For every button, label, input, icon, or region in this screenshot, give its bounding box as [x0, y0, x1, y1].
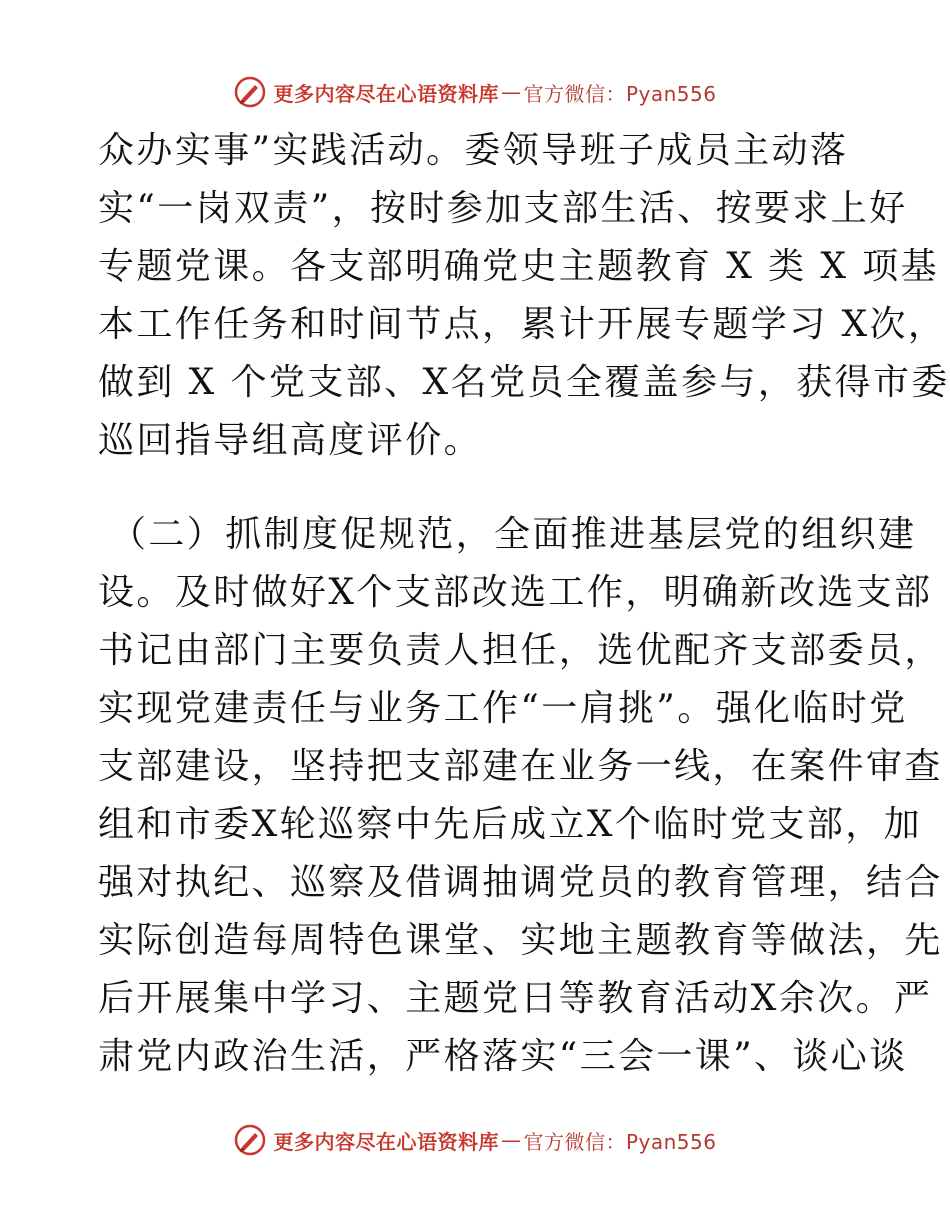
paragraph-2 — [98, 506, 943, 1086]
paragraph-1 — [98, 122, 950, 470]
watermark-dash: — — [500, 80, 522, 104]
text-line: 肃党内政治生活，严格落实“三会一课”、谈心谈 — [98, 1036, 908, 1077]
text-line: 支部建设，坚持把支部建在业务一线，在案件审查 — [98, 746, 943, 787]
watermark-text: 更多内容尽在心语资料库 — [273, 81, 499, 106]
text-line: 后开展集中学习、主题党日等教育活动X余次。严 — [98, 978, 933, 1019]
text-line: 本工作任务和时间节点，累计开展专题学习 X次， — [98, 304, 947, 345]
pen-circle-logo-icon — [233, 1123, 267, 1157]
header-watermark — [0, 72, 950, 112]
watermark-contact: 官方微信：Pyan556 — [523, 1129, 717, 1154]
text-line: 巡回指导组高度评价。 — [98, 420, 483, 461]
text-line: 设。及时做好X个支部改选工作，明确新改选支部 — [98, 572, 933, 613]
text-line: 实“一岗双责”，按时参加支部生活、按要求上好 — [98, 188, 908, 229]
pen-circle-logo-icon — [233, 75, 267, 109]
watermark-contact: 官方微信：Pyan556 — [523, 81, 717, 106]
text-line: 做到 X 个党支部、X名党员全覆盖参与，获得市委 — [98, 362, 950, 403]
section-heading-line: （二）抓制度促规范，全面推进基层党的组织建 — [110, 514, 917, 555]
text-line: 实际创造每周特色课堂、实地主题教育等做法，先 — [98, 920, 943, 961]
text-line: 实现党建责任与业务工作“一肩挑”。强化临时党 — [98, 688, 908, 729]
paragraph-gap — [98, 470, 858, 506]
text-line: 众办实事”实践活动。委领导班子成员主动落 — [98, 130, 849, 171]
text-line: 专题党课。各支部明确党史主题教育 X 类 X 项基 — [98, 246, 940, 287]
watermark-text: 更多内容尽在心语资料库 — [273, 1129, 499, 1154]
text-line: 书记由部门主要负责人担任，选优配齐支部委员， — [98, 630, 943, 671]
text-line: 强对执纪、巡察及借调抽调党员的教育管理，结合 — [98, 862, 943, 903]
footer-watermark — [0, 1120, 950, 1160]
watermark-dash: — — [500, 1128, 522, 1152]
document-body — [98, 122, 950, 1086]
text-line: 组和市委X轮巡察中先后成立X个临时党支部，加 — [98, 804, 923, 845]
